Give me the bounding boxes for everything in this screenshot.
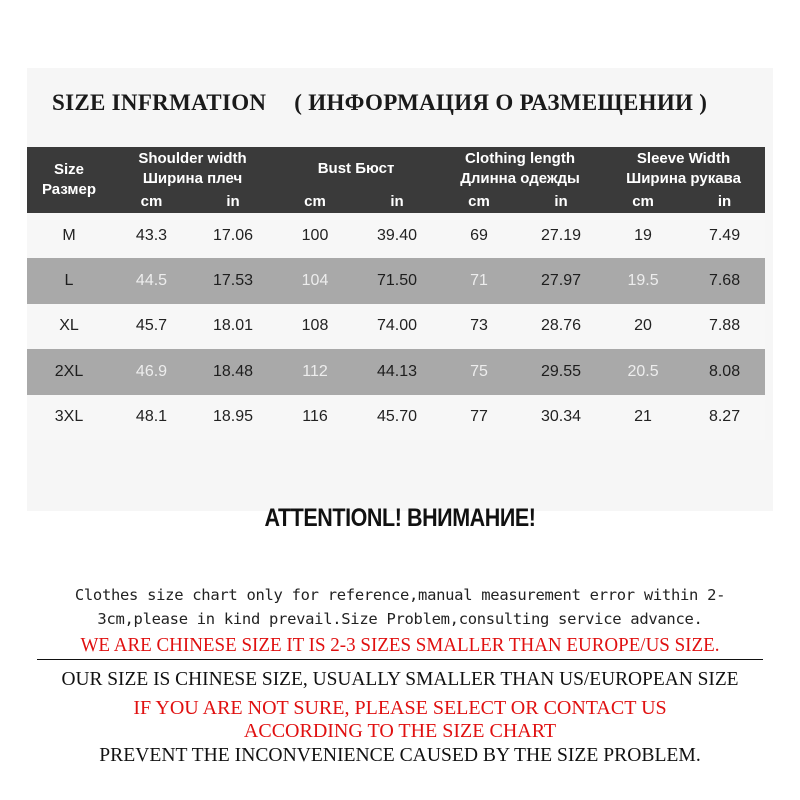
in-value-cell: 18.01: [192, 304, 274, 349]
attention-text: ATTENTIONL! ВНИМАНИЕ!: [264, 504, 536, 532]
sleeve-width-ru: Ширина рукава: [626, 170, 741, 187]
divider: [37, 659, 763, 660]
contact-us-line-2: ACCORDING TO THE SIZE CHART: [243, 720, 557, 742]
in-value-cell: 45.70: [356, 395, 438, 440]
cm-value-cell: 20: [602, 304, 684, 349]
unit-in-header: in: [192, 191, 274, 213]
unit-cm-header: cm: [602, 191, 684, 213]
in-value-cell: 74.00: [356, 304, 438, 349]
in-value-cell: 7.88: [684, 304, 765, 349]
reference-note-line-2: 3cm,please in kind prevail.Size Problem,consulting service advance.: [97, 610, 703, 628]
size-chart-table: [27, 147, 765, 440]
cm-value-cell: 112: [274, 349, 356, 394]
cm-value-cell: 20.5: [602, 349, 684, 394]
cm-value-cell: 75: [438, 349, 520, 394]
in-value-cell: 17.06: [192, 213, 274, 258]
contact-us-line-1: IF YOU ARE NOT SURE, PLEASE SELECT OR CONTACT US: [133, 697, 667, 719]
shoulder-width-header: [111, 147, 274, 191]
cm-value-cell: 108: [274, 304, 356, 349]
cm-value-cell: 71: [438, 258, 520, 303]
unit-in-header: in: [356, 191, 438, 213]
cm-value-cell: 77: [438, 395, 520, 440]
unit-in-header: in: [520, 191, 602, 213]
page-title: [52, 90, 752, 124]
in-value-cell: 8.27: [684, 395, 765, 440]
unit-cm-header: cm: [438, 191, 520, 213]
prevent-inconvenience-note: PREVENT THE INCONVENIENCE CAUSED BY THE SIZE PROBLEM.: [99, 744, 701, 766]
cm-value-cell: 19.5: [602, 258, 684, 303]
bust-header: [274, 147, 438, 191]
reference-note-line-1: Clothes size chart only for reference,manual measurement error within 2-: [74, 586, 726, 604]
cm-value-cell: 104: [274, 258, 356, 303]
cm-value-cell: 44.5: [111, 258, 192, 303]
size-rows: [27, 213, 765, 440]
in-value-cell: 44.13: [356, 349, 438, 394]
in-value-cell: 71.50: [356, 258, 438, 303]
table-row: [27, 304, 765, 349]
table-row: [27, 258, 765, 303]
in-value-cell: 39.40: [356, 213, 438, 258]
chinese-size-warning: WE ARE CHINESE SIZE IT IS 2-3 SIZES SMALLER THAN EUROPE/US SIZE.: [80, 634, 720, 656]
cm-value-cell: 73: [438, 304, 520, 349]
cm-value-cell: 69: [438, 213, 520, 258]
sleeve-width-en: Sleeve Width: [636, 150, 731, 167]
table-row: [27, 349, 765, 394]
cm-value-cell: 116: [274, 395, 356, 440]
unit-cm-header: cm: [274, 191, 356, 213]
unit-cm-header: cm: [111, 191, 192, 213]
sleeve-width-header: [602, 147, 765, 191]
in-value-cell: 18.95: [192, 395, 274, 440]
attention-heading: [56, 504, 744, 533]
clothing-length-header: [438, 147, 602, 191]
in-value-cell: 7.49: [684, 213, 765, 258]
bust-label: Bust Бюст: [317, 160, 395, 177]
clothing-length-en: Clothing length: [465, 150, 576, 167]
size-cell: L: [27, 258, 111, 303]
size-cell: 3XL: [27, 395, 111, 440]
cm-value-cell: 43.3: [111, 213, 192, 258]
cm-value-cell: 46.9: [111, 349, 192, 394]
shoulder-width-en: Shoulder width: [138, 150, 247, 167]
table-row: [27, 395, 765, 440]
in-value-cell: 27.97: [520, 258, 602, 303]
size-cell: M: [27, 213, 111, 258]
in-value-cell: 27.19: [520, 213, 602, 258]
in-value-cell: 29.55: [520, 349, 602, 394]
cm-value-cell: 48.1: [111, 395, 192, 440]
size-header-ru: Размер: [41, 181, 97, 198]
in-value-cell: 17.53: [192, 258, 274, 303]
size-column-header: [27, 147, 111, 213]
shoulder-width-ru: Ширина плеч: [142, 170, 243, 187]
chinese-size-info: OUR SIZE IS CHINESE SIZE, USUALLY SMALLER THAN US/EUROPEAN SIZE: [61, 668, 739, 690]
clothing-length-ru: Длинна одежды: [460, 170, 580, 187]
cm-value-cell: 100: [274, 213, 356, 258]
unit-in-header: in: [684, 191, 765, 213]
in-value-cell: 30.34: [520, 395, 602, 440]
size-cell: XL: [27, 304, 111, 349]
in-value-cell: 28.76: [520, 304, 602, 349]
in-value-cell: 8.08: [684, 349, 765, 394]
title-russian: ( ИНФОРМАЦИЯ О РАЗМЕЩЕНИИ ): [294, 90, 708, 115]
cm-value-cell: 21: [602, 395, 684, 440]
title-english: SIZE INFRMATION: [52, 90, 267, 115]
in-value-cell: 7.68: [684, 258, 765, 303]
size-header-en: Size: [53, 161, 84, 178]
table-row: [27, 213, 765, 258]
cm-value-cell: 45.7: [111, 304, 192, 349]
in-value-cell: 18.48: [192, 349, 274, 394]
size-cell: 2XL: [27, 349, 111, 394]
contact-us-notice: [0, 697, 800, 743]
cm-value-cell: 19: [602, 213, 684, 258]
reference-note: [30, 583, 770, 631]
